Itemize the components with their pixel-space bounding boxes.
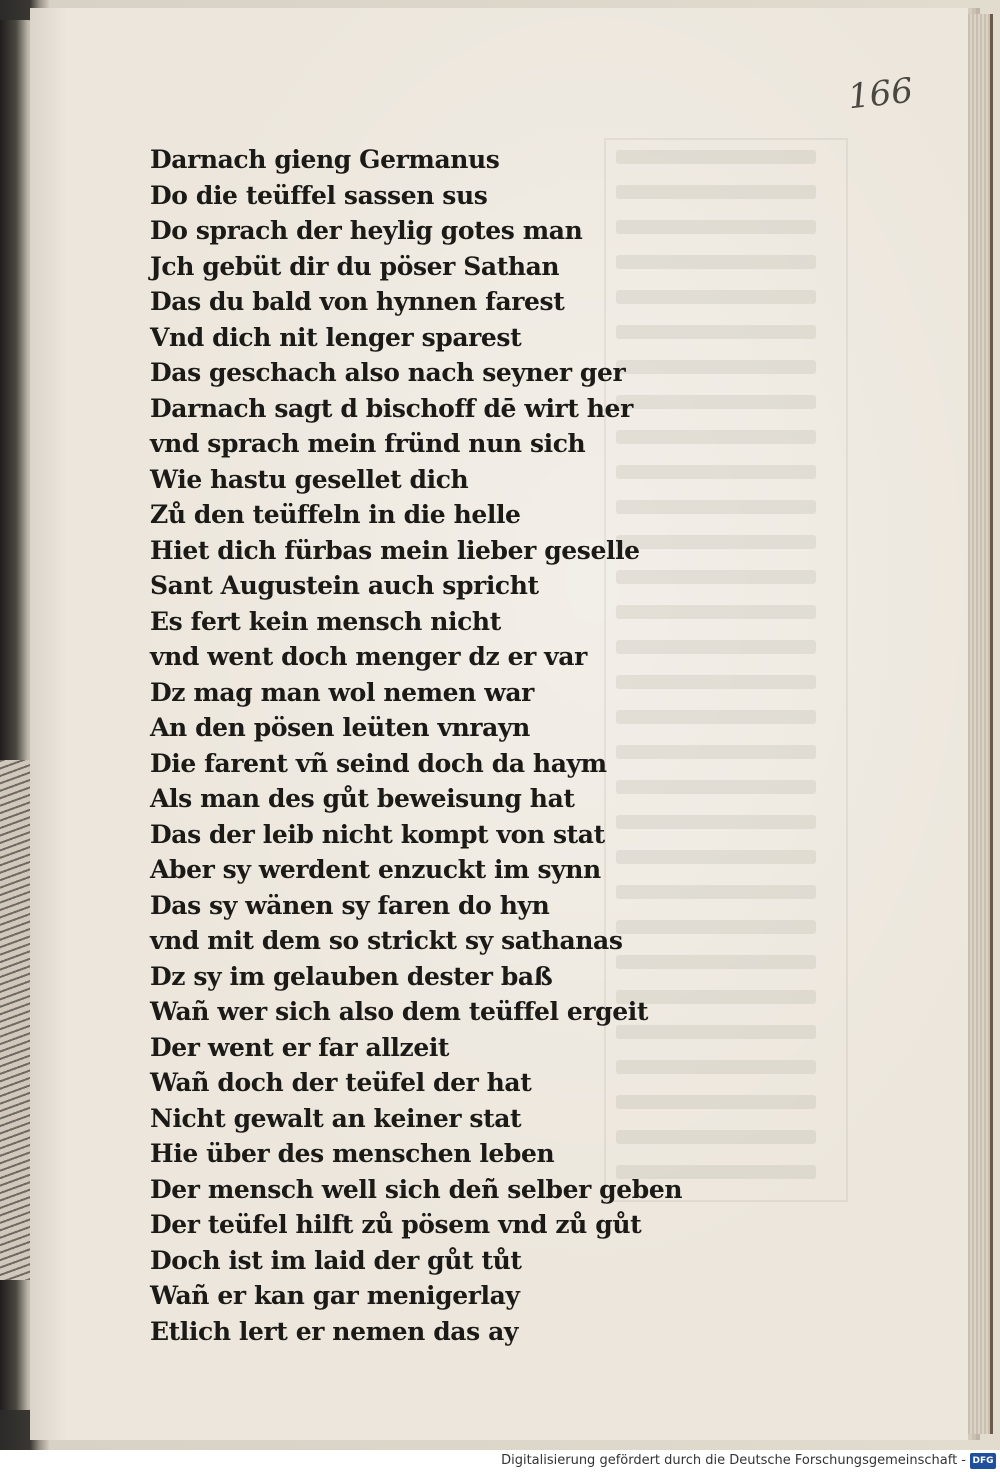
verse-line: Doch ist im laid der gůt tůt [150, 1245, 522, 1275]
verse-line: Wañ wer sich also dem teüffel ergeit [150, 997, 649, 1026]
verse-line: Zů den teüffeln in die helle [150, 500, 521, 529]
verse-line: Dz mag man wol nemen war [150, 677, 534, 707]
footer-bar [0, 1450, 1000, 1472]
verse-line: Das der leib nicht kompt von stat [150, 819, 605, 849]
verse-line: vnd mit dem so strickt sy sathanas [150, 926, 623, 955]
verse-line: Wañ doch der teüfel der hat [150, 1068, 532, 1097]
verse-line: Dz sy im gelauben dester baß [150, 961, 553, 991]
verse-line: Das sy wänen sy faren do hyn [150, 890, 550, 920]
verse-line: An den pösen leüten vnrayn [150, 713, 530, 742]
verse-line: Vnd dich nit lenger sparest [150, 322, 522, 352]
verse-line: Es fert kein mensch nicht [150, 606, 501, 636]
verse-line: Das geschach also nach seyner ger [150, 358, 626, 387]
verse-line: Aber sy werdent enzuckt im synn [150, 855, 601, 884]
verse-line: vnd went doch menger dz er var [150, 642, 587, 671]
verse-line: Der teüfel hilft zů pösem vnd zů gůt [150, 1210, 642, 1239]
verse-line: Darnach sagt d bischoff dē wirt her [150, 393, 633, 423]
verse-line: vnd sprach mein fründ nun sich [150, 429, 586, 458]
funding-credit: Digitalisierung gefördert durch die Deutsche Forschungsgemeinschaft - [501, 1453, 966, 1468]
verse-line: Jch gebüt dir du pöser Sathan [150, 251, 560, 281]
verse-line: Hie über des menschen leben [150, 1139, 555, 1168]
verse-line: Wañ er kan gar menigerlay [150, 1281, 520, 1310]
verse-line: Die farent vñ seind doch da haym [150, 748, 607, 778]
dfg-logo-icon[interactable]: DFG [970, 1453, 996, 1469]
verse-line: Als man des gůt beweisung hat [150, 784, 575, 813]
verse-line: Hiet dich fürbas mein lieber geselle [150, 535, 640, 565]
page-stack-edge [968, 14, 993, 1434]
show-through-text [604, 138, 848, 1202]
verse-line: Do sprach der heylig gotes man [150, 216, 583, 245]
verse-line: Do die teüffel sassen sus [150, 180, 488, 210]
verse-line: Nicht gewalt an keiner stat [150, 1103, 522, 1133]
verse-line: Das du bald von hynnen farest [150, 287, 565, 316]
verse-text-block [150, 142, 683, 1349]
verse-line: Der mensch well sich deñ selber geben [150, 1174, 683, 1204]
verse-line: Wie hastu gesellet dich [150, 464, 469, 494]
verse-line: Darnach gieng Germanus [150, 145, 500, 174]
folio-number: 166 [846, 70, 915, 118]
verse-line: Etlich lert er nemen das ay [150, 1316, 519, 1346]
verse-line: Der went er far allzeit [150, 1032, 450, 1062]
verse-line: Sant Augustein auch spricht [150, 571, 539, 600]
